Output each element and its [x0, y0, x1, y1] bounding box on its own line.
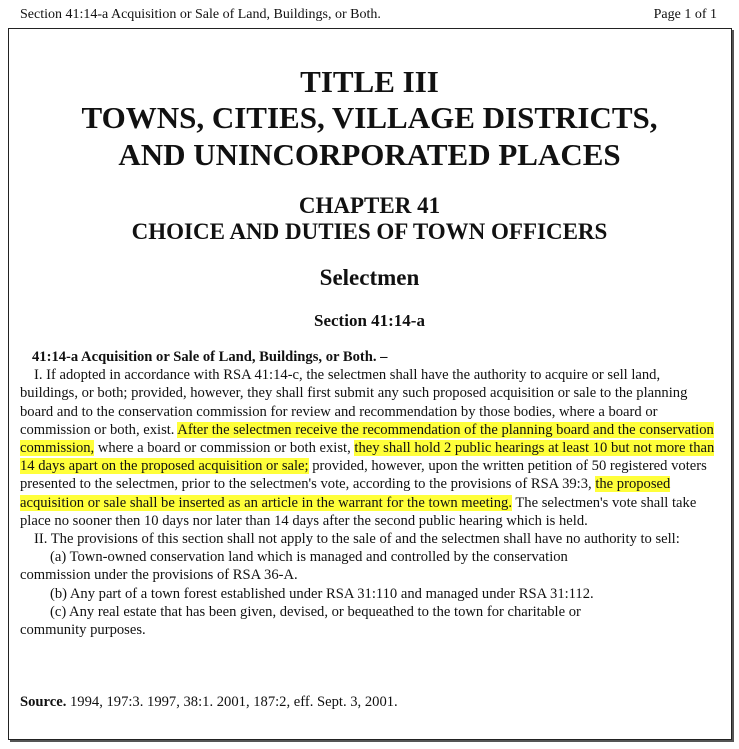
- source-text: 1994, 197:3. 1997, 38:1. 2001, 187:2, eff. Sept. 3, 2001.: [66, 694, 398, 710]
- highlight-2: they shall hold 2 public hearings at least 10 but not more than 14 days apart on the proposed acquisition or sale;: [20, 440, 715, 475]
- highlight-1: After the selectmen receive the recommendation of the planning board and the conservation commission,: [20, 421, 714, 457]
- paragraph-2: II. The provisions of this section shall not apply to the sale of and the selectmen shall have no authority to sell:: [34, 531, 680, 548]
- list-item-b: (b) Any part of a town forest established under RSA 31:110 and managed under RSA 31:112.: [50, 585, 594, 602]
- list-item-c-cont: community purposes.: [20, 622, 146, 639]
- paragraph-1: [20, 366, 720, 530]
- page-number: Page 1 of 1: [653, 7, 717, 22]
- subheading: Selectmen: [319, 265, 420, 290]
- para1-text-d: The selectmen's vote shall take place no sooner then 10 days nor later than 14 days after the second public hearing which is held.: [20, 494, 697, 529]
- print-header-title: Section 41:14-a Acquisition or Sale of Land, Buildings, or Both.: [20, 7, 381, 22]
- title-line-1: TITLE III: [300, 64, 439, 99]
- source-line: [20, 693, 398, 711]
- title-line-2: TOWNS, CITIES, VILLAGE DISTRICTS,: [81, 100, 658, 135]
- list-item-a-cont: commission under the provisions of RSA 36-A.: [20, 567, 298, 584]
- section-label: Section 41:14-a: [314, 311, 425, 330]
- statute-body: [20, 348, 720, 639]
- section-heading: 41:14-a Acquisition or Sale of Land, Buildings, or Both. –: [32, 349, 388, 365]
- list-item-a: (a) Town-owned conservation land which is managed and controlled by the conservation: [50, 549, 568, 566]
- para1-text-c: provided, however, upon the written petition of 50 registered voters presented to the selectmen, prior to the selectmen's vote, according to the provisions of RSA 39:3,: [20, 458, 707, 493]
- title-line-3: AND UNINCORPORATED PLACES: [118, 137, 621, 172]
- para1-text-b: where a board or commission or both exist,: [94, 440, 355, 457]
- source-label: Source.: [20, 694, 67, 710]
- chapter-number: CHAPTER 41: [298, 193, 441, 218]
- highlight-3: the proposed acquisition or sale shall be inserted as an article in the warrant for the town meeting.: [20, 476, 671, 511]
- para1-text-a: I. If adopted in accordance with RSA 41:14-c, the selectmen shall have the authority to acquire or sell land, buildings, or both; provided, however, they shall first submit any such proposed acquisition or sale to the planning board and to the conservation commission for review and recommendation by those bodies, where a board or commission or both, exist.: [20, 367, 688, 438]
- chapter-title: CHOICE AND DUTIES OF TOWN OFFICERS: [131, 219, 608, 244]
- list-item-c: (c) Any real estate that has been given, devised, or bequeathed to the town for charitable or: [50, 603, 581, 620]
